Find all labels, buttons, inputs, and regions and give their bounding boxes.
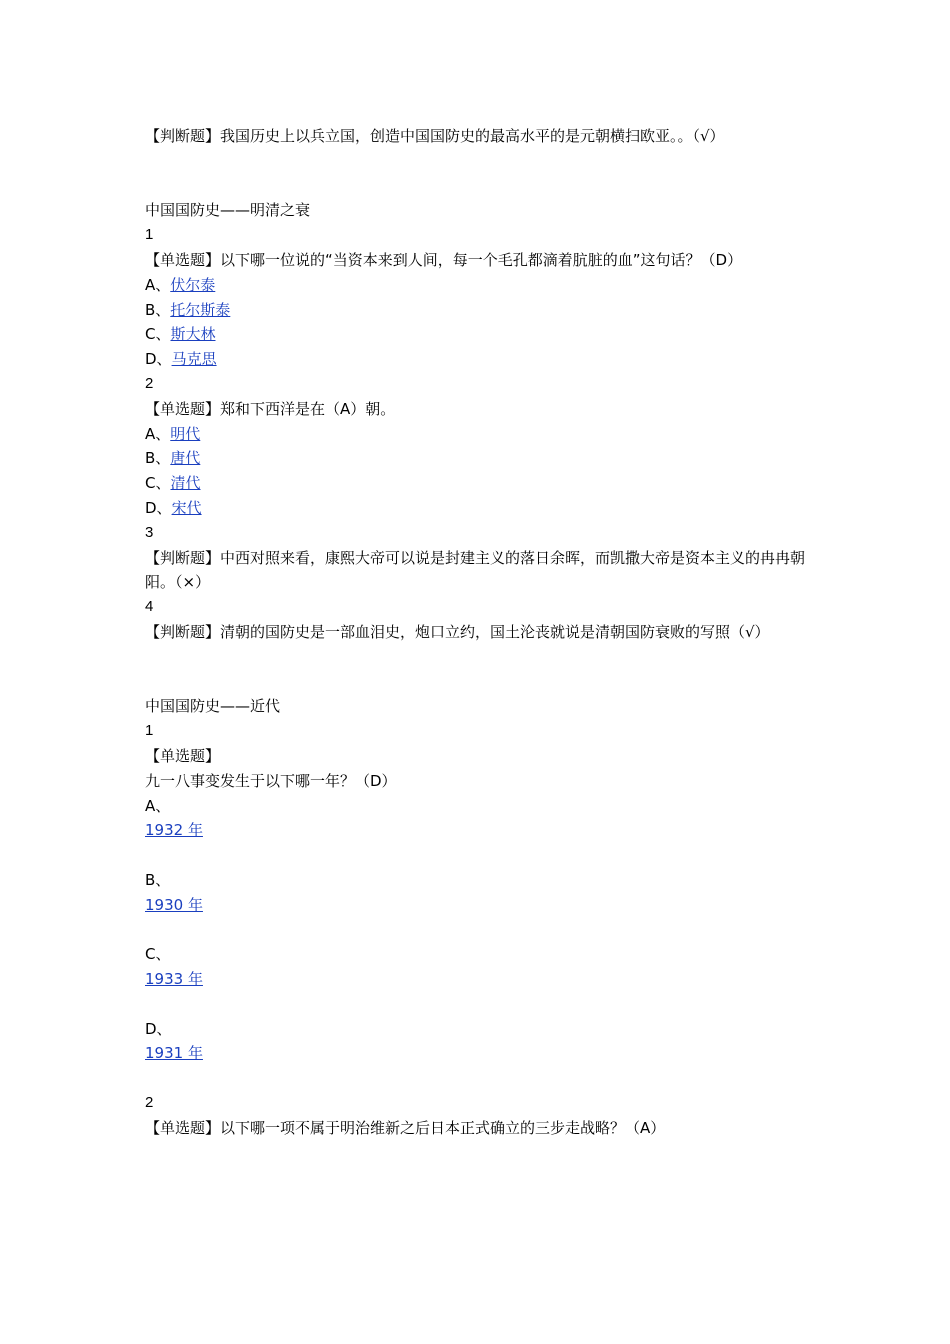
question-number: 2	[145, 374, 154, 392]
option-link[interactable]: 斯大林	[170, 325, 216, 344]
blank-line	[145, 918, 810, 943]
option-prefix: B、	[145, 449, 171, 468]
section-title-modern: 中国国防史——近代	[145, 697, 281, 716]
section-spacer	[145, 149, 810, 199]
option-d-link[interactable]: 1931 年	[145, 1044, 203, 1063]
question-text: 九一八事变发生于以下哪一年？（D）	[145, 771, 397, 790]
question-text: 【单选题】以下哪一项不属于明治维新之后日本正式确立的三步走战略？（A）	[145, 1118, 666, 1137]
section-spacer	[145, 645, 810, 695]
option-b-prefix: B、	[145, 870, 171, 889]
judgement-question-yuan: 【判断题】我国历史上以兵立国，创造中国国防史的最高水平的是元朝横扫欧亚。。（√）	[145, 127, 725, 145]
option-a	[145, 273, 810, 298]
option-c	[145, 322, 810, 347]
option-c-link[interactable]: 1933 年	[145, 970, 203, 989]
option-c	[145, 471, 810, 496]
option-prefix: D、	[145, 350, 172, 369]
blank-line	[145, 1066, 810, 1091]
question-number: 1	[145, 226, 154, 244]
question-text: 【判断题】中西对照来看，康熙大帝可以说是封建主义的落日余晖，而凯撒大帝是资本主义的冉冉朝阳。（×）	[145, 548, 806, 592]
option-link[interactable]: 伏尔泰	[170, 275, 216, 294]
option-prefix: A、	[145, 424, 171, 443]
option-b	[145, 298, 810, 323]
question-type-label: 【单选题】	[145, 746, 221, 765]
option-link[interactable]: 托尔斯泰	[170, 300, 231, 319]
option-d-prefix: D、	[145, 1019, 172, 1038]
option-prefix: A、	[145, 275, 171, 294]
option-prefix: B、	[145, 300, 171, 319]
blank-line	[145, 843, 810, 868]
option-prefix: C、	[145, 325, 171, 344]
question-number: 3	[145, 523, 154, 541]
option-b-link[interactable]: 1930 年	[145, 895, 203, 914]
question-text: 【判断题】清朝的国防史是一部血泪史，炮口立约，国土沦丧就说是清朝国防衰败的写照（√）	[145, 622, 770, 641]
option-c-prefix: C、	[145, 945, 171, 964]
option-prefix: C、	[145, 474, 171, 493]
option-link[interactable]: 清代	[170, 474, 201, 493]
option-link[interactable]: 马克思	[171, 350, 217, 369]
option-prefix: D、	[145, 498, 172, 517]
option-link[interactable]: 明代	[170, 424, 201, 443]
document-page	[145, 124, 810, 1141]
option-link[interactable]: 唐代	[170, 449, 201, 468]
option-a	[145, 422, 810, 447]
option-b	[145, 446, 810, 471]
blank-line	[145, 992, 810, 1017]
option-a-prefix: A、	[145, 796, 171, 815]
option-d	[145, 347, 810, 372]
question-number: 4	[145, 598, 154, 616]
option-d	[145, 496, 810, 521]
question-text: 【单选题】以下哪一位说的“当资本来到人间，每一个毛孔都滴着肮脏的血”这句话？（D）	[145, 250, 743, 269]
option-a-link[interactable]: 1932 年	[145, 821, 203, 840]
question-number: 2	[145, 1094, 154, 1112]
option-link[interactable]: 宋代	[171, 498, 202, 517]
question-number: 1	[145, 722, 154, 740]
question-text: 【单选题】郑和下西洋是在（A）朝。	[145, 399, 396, 418]
section-title-ming-qing: 中国国防史——明清之衰	[145, 201, 311, 220]
